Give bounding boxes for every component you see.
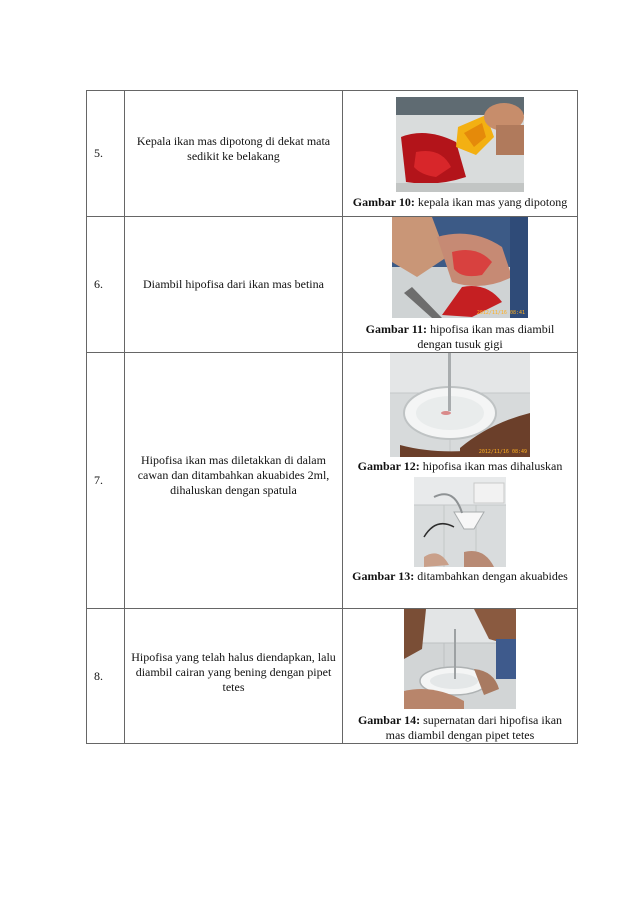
step-number: 6. [87, 217, 125, 353]
table-row [87, 353, 578, 609]
figure-cell [343, 353, 578, 609]
table-row [87, 609, 578, 744]
step-description [125, 353, 343, 609]
step-number: 8. [87, 609, 125, 744]
step-description [125, 217, 343, 353]
figure-caption-text: hipofisa ikan mas diambil dengan tusuk gigi [417, 322, 555, 351]
figure-label: Gambar 14: [357, 713, 421, 727]
photo-timestamp: 2012/11/16 08:41 [476, 310, 525, 316]
figure-cell [343, 609, 578, 744]
cut-fish-head-photo [396, 97, 524, 192]
step-description-text: Hipofisa yang telah halus diendapkan, lalu diambil cairan yang bening dengan pipet tetes [131, 649, 336, 694]
figure-caption [343, 569, 577, 584]
figure-cell [343, 91, 578, 217]
step-number: 7. [87, 353, 125, 609]
step-description-text: Diambil hipofisa dari ikan mas betina [143, 277, 324, 291]
figure-label: Gambar 10: [352, 195, 415, 209]
figure-caption-text: supernatan dari hipofisa ikan mas diambil dengan pipet tetes [385, 713, 563, 742]
crushing-pituitary-bowl-photo [390, 353, 530, 457]
table-row [87, 217, 578, 353]
step-description-text: Kepala ikan mas dipotong di dekat mata sedikit ke belakang [136, 133, 331, 163]
figure-caption-text: hipofisa ikan mas dihaluskan [422, 459, 563, 473]
figure-caption-text: ditambahkan dengan akuabides [417, 569, 568, 583]
table-row [87, 91, 578, 217]
figure-caption-text: kepala ikan mas yang dipotong [417, 195, 568, 209]
step-number: 5. [87, 91, 125, 217]
figure-caption [343, 713, 577, 743]
procedure-table [86, 90, 578, 744]
figure-label: Gambar 13: [352, 569, 415, 583]
photo-timestamp: 2012/11/16 08:49 [478, 449, 527, 455]
pipette-supernatant-photo [404, 609, 516, 709]
step-description-text: Hipofisa ikan mas diletakkan di dalam cawan dan ditambahkan akuabides 2ml, dihaluskan dengan spatula [137, 453, 330, 497]
figure-caption [343, 322, 577, 352]
step-description [125, 609, 343, 744]
figure-cell [343, 217, 578, 353]
adding-aquabides-photo [414, 477, 506, 567]
pituitary-extraction-photo [392, 217, 528, 318]
figure-label: Gambar 11: [365, 322, 428, 336]
figure-label: Gambar 12: [357, 459, 420, 473]
figure-caption [343, 459, 577, 474]
step-description [125, 91, 343, 217]
figure-caption [343, 195, 577, 210]
